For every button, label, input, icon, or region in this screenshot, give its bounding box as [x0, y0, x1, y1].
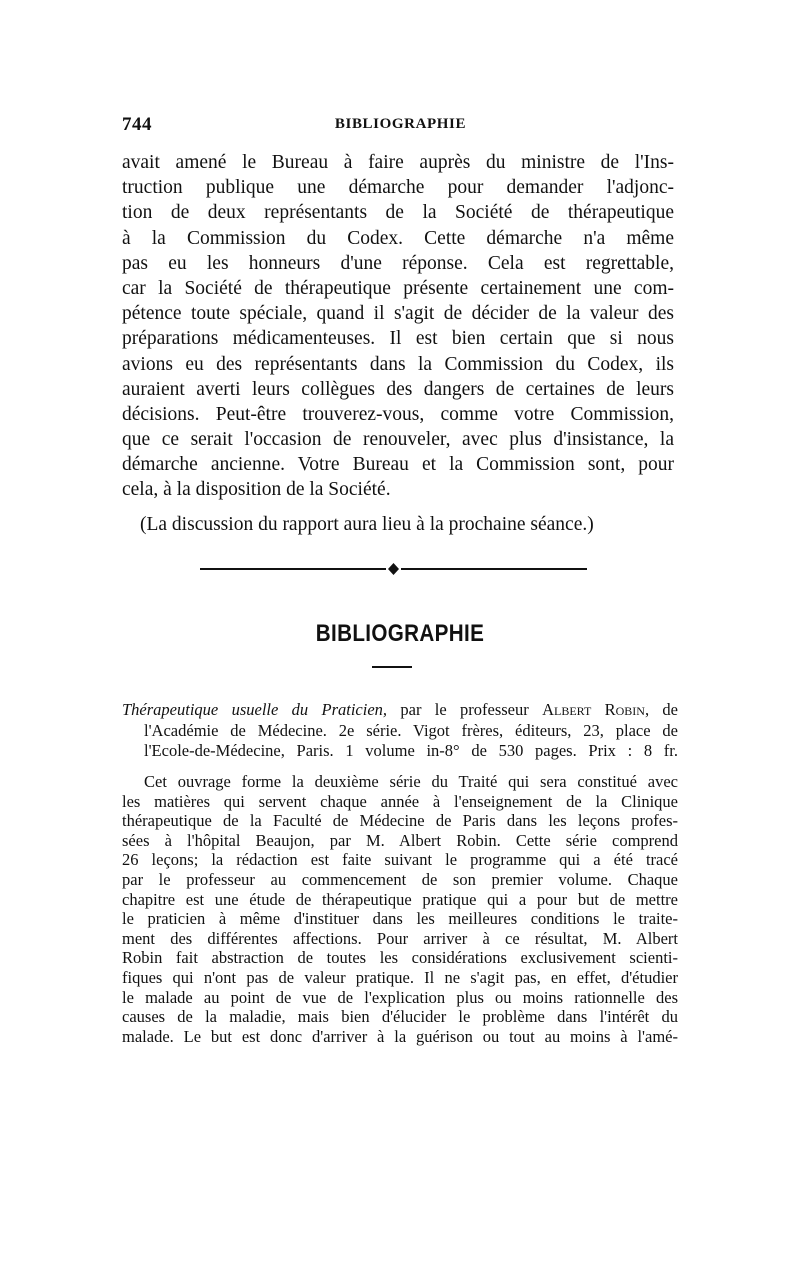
reference-line: l'Académie de Médecine. 2e série. Vigot frères, éditeurs, 23, place de: [144, 720, 678, 740]
body-line: avait amené le Bureau à faire auprès du ministre de l'Ins-: [122, 152, 674, 173]
reference-line: l'Ecole-de-Médecine, Paris. 1 volume in-8° de 530 pages. Prix : 8 fr.: [144, 741, 678, 760]
reference-line: [122, 700, 678, 721]
review-line: Robin fait abstraction de toutes les considérations exclusivement scienti-: [122, 948, 678, 968]
review-line: le malade au point de vue de l'explication plus ou moins rationnelle des: [122, 987, 678, 1007]
discussion-note: (La discussion du rapport aura lieu à la prochaine séance.): [140, 514, 594, 535]
page-number: 744: [122, 114, 152, 135]
body-line: auraient averti leurs collègues des dangers de certaines de leurs: [122, 378, 674, 400]
body-line: préparations médicamenteuses. Il est bien certain que si nous: [122, 328, 674, 350]
body-line: décisions. Peut-être trouverez-vous, comme votre Commission,: [122, 403, 674, 425]
review-line: sées à l'hôpital Beaujon, par M. Albert Robin. Cette série comprend: [122, 830, 678, 850]
review-line: ment des différentes affections. Pour arriver à ce résultat, M. Albert: [122, 928, 678, 948]
section-divider-ornament: [200, 562, 587, 576]
author-name: Albert Robin,: [542, 700, 650, 719]
reference-text: de: [649, 700, 679, 719]
review-line: les matières qui servent chaque année à l'enseignement de la Clinique: [122, 791, 678, 811]
body-line: pétence toute spéciale, quand il s'agit de décider de la valeur des: [122, 303, 674, 325]
review-paragraph: [122, 772, 678, 1046]
review-line: chapitre est une étude de thérapeutique pratique qui a pour but de mettre: [122, 889, 678, 909]
review-line: le praticien à même d'instituer dans les meilleures conditions le traite-: [122, 909, 678, 929]
body-line: tion de deux représentants de la Société de thérapeutique: [122, 202, 674, 224]
body-line: démarche ancienne. Votre Bureau et la Commission sont, pour: [122, 454, 674, 476]
reference-text: par le professeur: [387, 700, 543, 719]
body-line: avions eu des représentants dans la Commission du Codex, ils: [122, 353, 674, 375]
body-line: car la Société de thérapeutique présente certainement une com-: [122, 277, 674, 299]
book-title: Thérapeutique usuelle du Praticien,: [122, 700, 388, 719]
body-line: à la Commission du Codex. Cette démarche n'a même: [122, 227, 674, 249]
bibliographic-reference: [122, 700, 678, 762]
running-header: [122, 114, 679, 138]
body-line: cela, à la disposition de la Société.: [122, 479, 391, 501]
section-title: BIBLIOGRAPHIE: [315, 620, 485, 647]
review-line: causes de la maladie, mais bien d'élucider le problème dans l'intérêt du: [122, 1007, 678, 1027]
body-line: pas eu les honneurs d'une réponse. Cela est regrettable,: [122, 252, 674, 274]
review-line: malade. Le but est donc d'arriver à la guérison ou tout au moins à l'amé-: [122, 1026, 678, 1046]
review-line: Cet ouvrage forme la deuxième série du Traité qui sera constitué avec: [144, 772, 678, 791]
review-line: 26 leçons; la rédaction est faite suivant le programme qui a été tracé: [122, 850, 678, 870]
review-line: fiques qui n'ont pas de valeur pratique. Il ne s'agit pas, en effet, d'étudier: [122, 967, 678, 987]
body-paragraph: [122, 150, 674, 503]
running-title: BIBLIOGRAPHIE: [334, 116, 467, 132]
title-underline-rule: [372, 666, 412, 668]
body-line: truction publique une démarche pour demander l'adjonc-: [122, 177, 674, 199]
review-line: thérapeutique de la Faculté de Médecine de Paris dans les leçons profes-: [122, 811, 678, 831]
body-line: que ce serait l'occasion de renouveler, avec plus d'insistance, la: [122, 429, 674, 451]
divider-diamond: [388, 563, 399, 575]
review-line: par le professeur au commencement de son premier volume. Chaque: [122, 869, 678, 889]
